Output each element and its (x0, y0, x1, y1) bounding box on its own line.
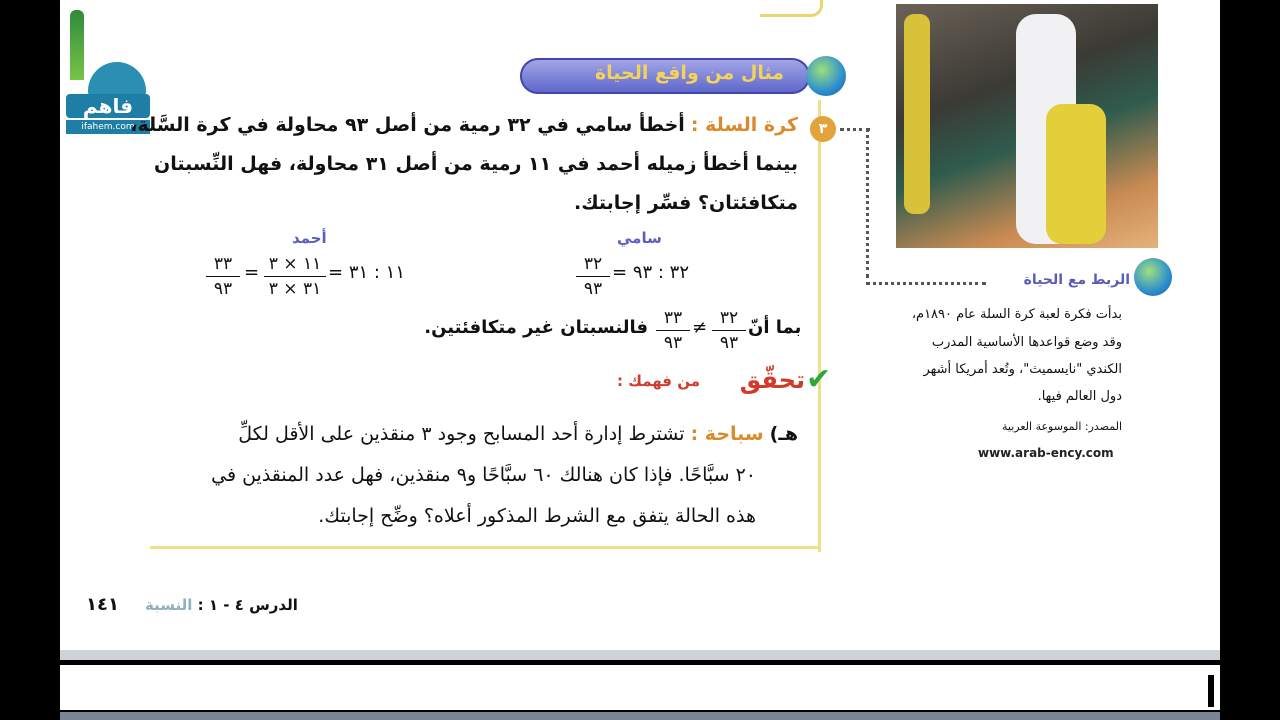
dome-icon (88, 62, 146, 96)
example-title: كرة السلة : (690, 114, 798, 136)
page-bottom-edge (60, 650, 1220, 660)
sidebar-line-4: دول العالم فيها. (1037, 389, 1122, 404)
lower-strip (60, 665, 1220, 710)
example-number: ٣ (810, 116, 836, 142)
footer-lesson-name: النسبة (145, 596, 193, 614)
player-yellow (1046, 104, 1106, 244)
dotted-leader-bottom (866, 282, 986, 285)
content-rule-vertical (818, 100, 821, 552)
ahmad-result-fraction (206, 254, 240, 299)
page-number: ١٤١ (86, 594, 119, 615)
top-frame-curve (760, 0, 823, 17)
example-line-1 (130, 114, 798, 136)
ahmad-result-numerator: ٣٣ (213, 254, 233, 274)
content-rule-horizontal (150, 546, 820, 549)
check-subtitle: من فهمك : (617, 372, 700, 390)
footer-lesson (145, 596, 298, 614)
check-text-1: تشترط إدارة أحد المسابح وجود ٣ منقذين على الأقل لكلِّ (238, 423, 685, 445)
player-left (904, 14, 930, 214)
logo-text: فاهم (66, 94, 150, 118)
check-line-1 (238, 423, 798, 445)
sami-fraction (576, 254, 610, 299)
not-equal-sign: ≠ (692, 317, 708, 338)
example-banner (520, 58, 810, 94)
sami-ratio: ٣٢ : ٩٣ = (612, 262, 690, 283)
sidebar-title: الربط مع الحياة (1023, 272, 1130, 288)
ahmad-label: أحمد (292, 229, 327, 247)
sami-denominator: ٩٣ (583, 279, 603, 299)
ahmad-result-denominator: ٩٣ (213, 279, 233, 299)
sidebar-line-3: الكندي "نايسميث"، وتُعد أمريكا أشهر (923, 362, 1122, 377)
ahmad-equals: = (244, 262, 260, 283)
ahmad-ratio: ١١ : ٣١ = (328, 262, 406, 283)
since-denominator-1: ٩٣ (719, 333, 739, 353)
sidebar-line-1: بدأت فكرة لعبة كرة السلة عام ١٨٩٠م، (911, 307, 1122, 322)
example-line-3: متكافئتان؟ فسِّر إجابتك. (574, 192, 798, 214)
sami-label: سامي (617, 229, 662, 247)
cursor-bar (1208, 675, 1214, 707)
dotted-leader-vertical (866, 128, 869, 278)
since-fraction-2 (656, 308, 690, 353)
check-letter: هـ) (769, 423, 798, 445)
since-denominator-2: ٩٣ (663, 333, 683, 353)
sidebar-url: www.arab-ency.com (978, 446, 1114, 460)
minaret-icon (70, 10, 84, 80)
since-numerator-1: ٣٢ (719, 308, 739, 328)
check-line-3: هذه الحالة يتفق مع الشرط المذكور أعلاه؟ وضِّح إجابتك. (318, 505, 756, 527)
check-topic: سباحة : (690, 423, 764, 445)
globe-icon-sidebar (1134, 258, 1172, 296)
since-suffix: فالنسبتان غير متكافئتين. (424, 317, 648, 338)
check-icon: ✔ (806, 362, 832, 397)
globe-icon (806, 56, 846, 96)
since-numerator-2: ٣٣ (663, 308, 683, 328)
ahmad-mid-denominator: ٣١ × ٣ (268, 279, 322, 299)
sidebar-line-2: وقد وضع قواعدها الأساسية المدرب (931, 335, 1122, 350)
check-line-2: ٢٠ سبَّاحًا. فإذا كان هنالك ٦٠ سبَّاحًا و٩ منقذين، فهل عدد المنقذين في (211, 464, 756, 486)
banner-text: مثال من واقع الحياة (594, 62, 784, 84)
ahmad-mid-fraction (264, 254, 326, 299)
example-text-1: أخطأ سامي في ٣٢ رمية من أصل ٩٣ محاولة في كرة السَّلة، (130, 114, 685, 136)
basketball-photo (896, 4, 1158, 248)
check-title: تحقّق (739, 366, 805, 394)
logo-url: ifahem.com (66, 120, 150, 134)
example-line-2: بينما أخطأ زميله أحمد في ١١ رمية من أصل ٣١ محاولة، فهل النِّسبتان (154, 153, 798, 175)
since-fraction-1 (712, 308, 746, 353)
sidebar-source: المصدر: الموسوعة العربية (1002, 420, 1122, 433)
sami-numerator: ٣٢ (583, 254, 603, 274)
footer-lesson-number: الدرس ٤ - ١ : (197, 596, 298, 614)
since-prefix: بما أنّ (748, 317, 802, 338)
ahmad-mid-numerator: ١١ × ٣ (268, 254, 322, 274)
bottom-bar (60, 712, 1220, 720)
